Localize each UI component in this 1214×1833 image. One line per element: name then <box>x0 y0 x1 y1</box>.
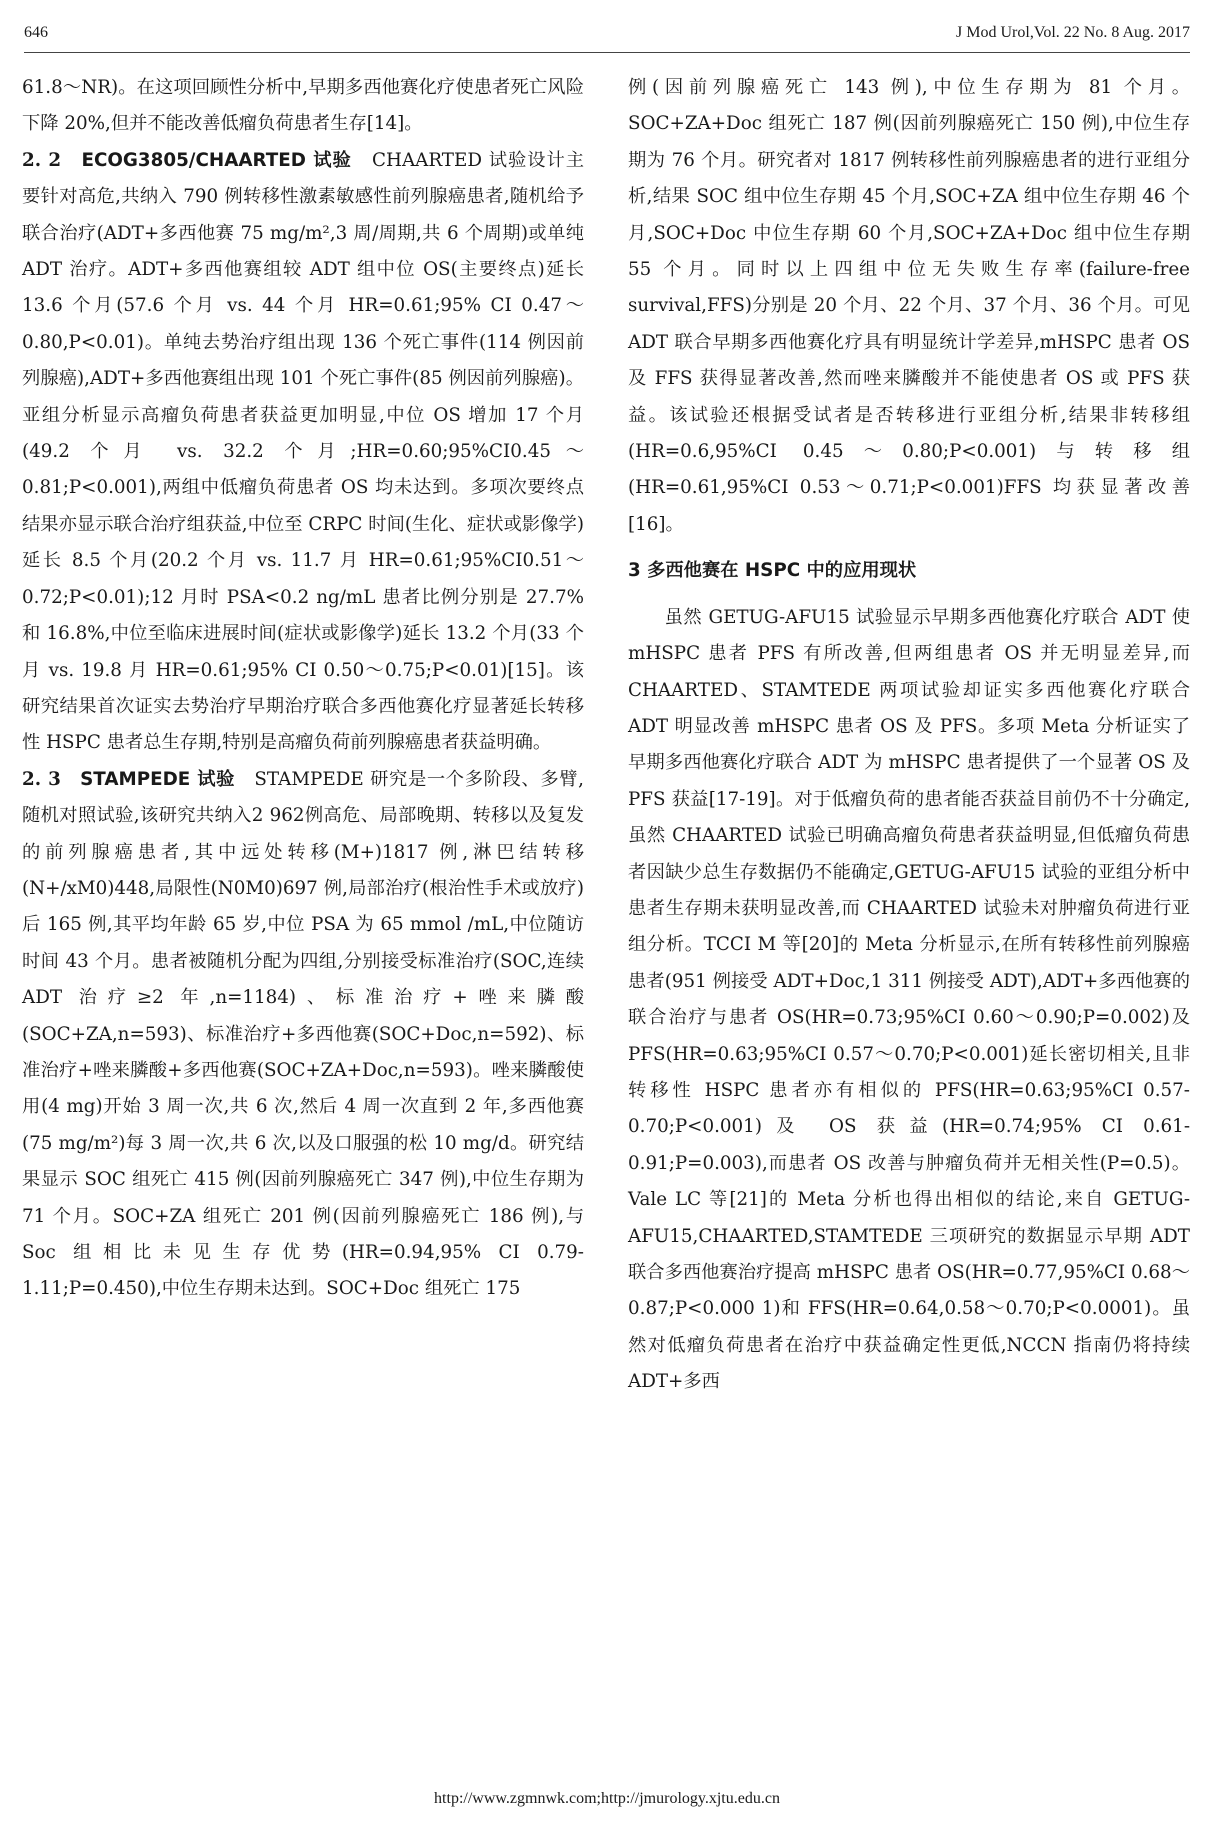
section-3-body: 虽然 GETUG-AFU15 试验显示早期多西他赛化疗联合 ADT 使 mHSPC 患者 PFS 有所改善,但两组患者 OS 并无明显差异,而 CHAARTED、STAMTEDE 两项试验却证实多西他赛化疗联合 ADT 明显改善 mHSPC 患者 OS 及 PFS。多项 Meta 分析证实了早期多西他赛化疗联合 ADT 为 mHSPC 患者提供了一个显著 OS 及 PFS 获益[17-19]。对于低瘤负荷的患者能否获益目前仍不十分确定,虽然 CHAARTED 试验已明确高瘤负荷患者获益明显,但低瘤负荷患者因缺少总生存数据仍不能确定,GETUG-AFU15 试验的亚组分析中患者生存期未获明显改善,而 CHAARTED 试验未对肿瘤负荷进行亚组分析。TCCI M 等[20]的 Meta 分析显示,在所有转移性前列腺癌患者(951 例接受 ADT+Doc,1 311 例接受 ADT),ADT+多西他赛的联合治疗与患者 OS(HR=0.73;95%CI 0.60～0.90;P=0.002)及 PFS(HR=0.63;95%CI 0.57～0.70;P<0.001)延长密切相关,且非转移性 HSPC 患者亦有相似的 PFS(HR=0.63;95%CI 0.57-0.70;P<0.001)及 OS 获益(HR=0.74;95% CI 0.61-0.91;P=0.003),而患者 OS 改善与肿瘤负荷并无相关性(P=0.5)。Vale LC 等[21]的 Meta 分析也得出相似的结论,来自 GETUG-AFU15,CHAARTED,STAMTEDE 三项研究的数据显示早期 ADT 联合多西他赛治疗提高 mHSPC 患者 OS(HR=0.77,95%CI 0.68～0.87;P<0.000 1)和 FFS(HR=0.64,0.58～0.70;P<0.0001)。虽然对低瘤负荷患者在治疗中获益确定性更低,NCCN 指南仍将持续 ADT+多西 <box>628 606 1190 1393</box>
running-header <box>24 22 1190 53</box>
section-number: 2. 3 <box>22 768 61 790</box>
left-column <box>22 70 584 1308</box>
section-2-3 <box>22 762 584 1308</box>
section-2-2 <box>22 143 584 762</box>
section-3-heading: 3 多西他赛在 HSPC 中的应用现状 <box>628 560 917 582</box>
section-body: CHAARTED 试验设计主要针对高危,共纳入 790 例转移性激素敏感性前列腺癌患者,随机给予联合治疗(ADT+多西他赛 75 mg/m²,3 周/周期,共 6 个周期)或单纯 ADT 治疗。ADT+多西他赛组较 ADT 组中位 OS(主要终点)延长 13.6 个月(57.6 个月 vs. 44 个月 HR=0.61;95% CI 0.47～0.80,P<0.01)。单纯去势治疗组出现 136 个死亡事件(114 例因前列腺癌),ADT+多西他赛组出现 101 个死亡事件(85 例因前列腺癌)。亚组分析显示高瘤负荷患者获益更加明显,中位 OS 增加 17 个月(49.2 个月 vs. 32.2 个月;HR=0.60;95%CI0.45～0.81;P<0.001),两组中低瘤负荷患者 OS 均未达到。多项次要终点结果亦显示联合治疗组获益,中位至 CRPC 时间(生化、症状或影像学)延长 8.5 个月(20.2 个月 vs. 11.7 月 HR=0.61;95%CI0.51～0.72;P<0.01);12 月时 PSA<0.2 ng/mL 患者比例分别是 27.7%和 16.8%,中位至临床进展时间(症状或影像学)延长 13.2 个月(33 个月 vs. 19.8 月 HR=0.61;95% CI 0.50～0.75;P<0.01)[15]。该研究结果首次证实去势治疗早期治疗联合多西他赛化疗显著延长转移性 HSPC 患者总生存期,特别是高瘤负荷前列腺癌患者获益明确。 <box>22 149 585 754</box>
section-title: STAMPEDE 试验 <box>80 768 236 790</box>
paragraph-continuation: 61.8～NR)。在这项回顾性分析中,早期多西他赛化疗使患者死亡风险下降 20%,但并不能改善低瘤负荷患者生存[14]。 <box>22 77 584 135</box>
section-title: ECOG3805/CHAARTED 试验 <box>81 149 352 171</box>
footer-urls: http://www.zgmnwk.com;http://jmurology.xjtu.edu.cn <box>434 1790 780 1807</box>
paragraph-continuation: 例(因前列腺癌死亡 143 例),中位生存期为 81 个月。SOC+ZA+Doc 组死亡 187 例(因前列腺癌死亡 150 例),中位生存期为 76 个月。研究者对 1817 例转移性前列腺癌患者的进行亚组分析,结果 SOC 组中位生存期 45 个月,SOC+ZA 组中位生存期 46 个月,SOC+Doc 中位生存期 60 个月,SOC+ZA+Doc 组中位生存期 55 个月。同时以上四组中位无失败生存率(failure-free survival,FFS)分别是 20 个月、22 个月、37 个月、36 个月。可见 ADT 联合早期多西他赛化疗具有明显统计学差异,mHSPC 患者 OS 及 FFS 获得显著改善,然而唑来膦酸并不能使患者 OS 或 PFS 获益。该试验还根据受试者是否转移进行亚组分析,结果非转移组(HR=0.6,95%CI 0.45～0.80;P<0.001)与转移组(HR=0.61,95%CI 0.53～0.71;P<0.001)FFS 均获显著改善[16]。 <box>628 77 1190 535</box>
page-number: 646 <box>24 24 48 41</box>
section-body: STAMPEDE 研究是一个多阶段、多臂,随机对照试验,该研究共纳入2 962例高危、局部晚期、转移以及复发的前列腺癌患者,其中远处转移(M+)1817 例,淋巴结转移(N+/xM0)448,局限性(N0M0)697 例,局部治疗(根治性手术或放疗)后 165 例,其平均年龄 65 岁,中位 PSA 为 65 mmol /mL,中位随访时间 43 个月。患者被随机分配为四组,分别接受标准治疗(SOC,连续 ADT 治疗≥2 年,n=1184)、标准治疗+唑来膦酸(SOC+ZA,n=593)、标准治疗+多西他赛(SOC+Doc,n=592)、标准治疗+唑来膦酸+多西他赛(SOC+ZA+Doc,n=593)。唑来膦酸使用(4 mg)开始 3 周一次,共 6 次,然后 4 周一次直到 2 年,多西他赛(75 mg/m²)每 3 周一次,共 6 次,以及口服强的松 10 mg/d。研究结果显示 SOC 组死亡 415 例(因前列腺癌死亡 347 例),中位生存期为 71 个月。SOC+ZA 组死亡 201 例(因前列腺癌死亡 186 例),与 Soc 组相比未见生存优势(HR=0.94,95% CI 0.79-1.11;P=0.450),中位生存期未达到。SOC+Doc 组死亡 175 <box>22 768 584 1300</box>
right-column <box>628 70 1190 1401</box>
section-number: 2. 2 <box>22 149 62 171</box>
journal-citation: J Mod Urol,Vol. 22 No. 8 Aug. 2017 <box>956 24 1190 41</box>
